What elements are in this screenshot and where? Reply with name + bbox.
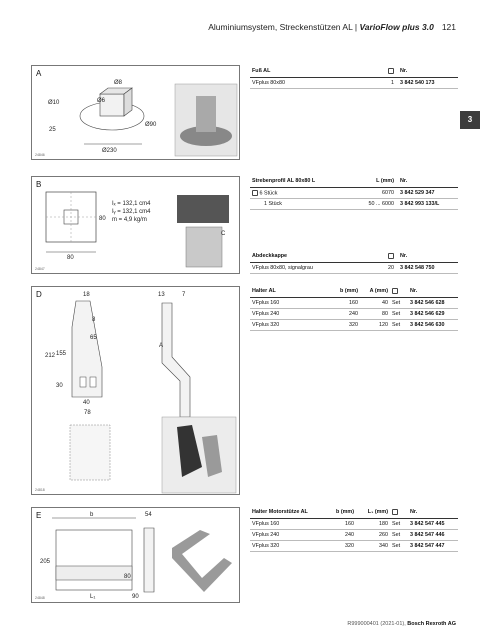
dim-w: 80 xyxy=(67,255,74,261)
dim-d4: 25 xyxy=(49,127,56,133)
table-row: 1 Stück 50 ... 6000 3 842 993 133/L xyxy=(250,199,458,210)
header-brand-suffix: plus xyxy=(402,22,420,32)
col-l: L (mm) xyxy=(351,176,396,188)
dim-18: 18 xyxy=(83,292,90,298)
profile-drawing xyxy=(32,177,241,275)
dim-d5: Ø230 xyxy=(102,148,117,154)
col-name: Halter Motorstütze AL xyxy=(250,507,326,519)
table-abdeckkappe xyxy=(250,251,458,274)
table-row: VFplus 80x80 1 3 842 540 173 xyxy=(250,78,458,89)
page-footer xyxy=(347,621,456,627)
dim-l1: L₁ xyxy=(90,594,96,600)
header-version: 3.0 xyxy=(421,22,434,32)
foot-drawing xyxy=(32,66,241,161)
panel-label-b: B xyxy=(36,180,42,189)
dim-8: 8 xyxy=(92,317,96,323)
panel-label-e: E xyxy=(36,511,42,520)
col-unit xyxy=(390,507,406,519)
dim-b: b xyxy=(90,512,94,518)
dim-78: 78 xyxy=(84,410,91,416)
panel-code-e: 24848 xyxy=(35,596,45,600)
dim-d6: Ø90 xyxy=(145,122,157,128)
col-name: Fuß AL xyxy=(250,66,376,78)
footer-company: Bosch Rexroth AG xyxy=(407,621,456,627)
table-row: VFplus 160 160 40 Set 3 842 546 628 xyxy=(250,298,458,309)
table-row: VFplus 80x80, signalgrau 20 3 842 548 750 xyxy=(250,263,458,274)
panel-label-d: D xyxy=(36,290,42,299)
dim-40: 40 xyxy=(83,400,90,406)
dim-205: 205 xyxy=(40,559,51,565)
dim-7: 7 xyxy=(182,292,186,298)
col-name: Abdeckkappe xyxy=(250,251,376,263)
dim-80: 80 xyxy=(124,574,131,580)
motor-bracket-drawing xyxy=(32,508,241,604)
panel-label-a: A xyxy=(36,69,42,78)
table-row: VFplus 320 320 340 Set 3 842 547 447 xyxy=(250,541,458,552)
figure-panel-d xyxy=(31,286,240,495)
figure-panel-a xyxy=(31,65,240,160)
table-halter xyxy=(250,286,458,331)
table-row: VFplus 320 320 120 Set 3 842 546 630 xyxy=(250,320,458,331)
col-name: Halter AL xyxy=(250,286,330,298)
col-qty xyxy=(376,251,396,263)
package-icon xyxy=(252,190,258,196)
col-b: b (mm) xyxy=(326,507,356,519)
footer-ref: R999000401 (2021-01), xyxy=(347,621,408,627)
dim-54: 54 xyxy=(145,512,152,518)
table-fuss xyxy=(250,66,458,89)
bracket-drawing xyxy=(32,287,241,496)
table-row: 6 Stück 6070 3 842 529 347 xyxy=(250,188,458,199)
col-name: Strebenprofil AL 80x80 L xyxy=(250,176,351,188)
col-nr: Nr. xyxy=(406,507,458,519)
package-icon xyxy=(388,68,394,74)
panel-code-d: 24818 xyxy=(35,488,45,492)
moment-iy: Iᵧ = 132,1 cm4 xyxy=(112,209,151,215)
col-nr: Nr. xyxy=(396,251,458,263)
table-row: VFplus 240 240 80 Set 3 842 546 629 xyxy=(250,309,458,320)
dim-d1: Ø6 xyxy=(97,98,106,104)
figure-panel-b xyxy=(31,176,240,274)
figure-panel-e xyxy=(31,507,240,603)
col-l: L₁ (mm) xyxy=(356,507,390,519)
col-nr: Nr. xyxy=(406,286,458,298)
header-brand: VarioFlow xyxy=(359,22,400,32)
col-b: b (mm) xyxy=(330,286,360,298)
panel-code-a: 24846 xyxy=(35,153,45,157)
callout-c: C xyxy=(221,231,226,237)
table-row: VFplus 160 160 180 Set 3 842 547 445 xyxy=(250,519,458,530)
package-icon xyxy=(392,288,398,294)
dim-13: 13 xyxy=(158,292,165,298)
dim-h: 80 xyxy=(99,216,106,222)
col-nr: Nr. xyxy=(396,176,458,188)
mass-per-meter: m = 4,9 kg/m xyxy=(112,217,147,223)
page-header xyxy=(208,22,456,32)
col-a: A (mm) xyxy=(360,286,390,298)
package-icon xyxy=(388,253,394,259)
col-qty xyxy=(376,66,396,78)
moment-ix: Iₓ = 132,1 cm4 xyxy=(112,201,151,207)
dim-a: A xyxy=(159,343,164,349)
dim-65: 65 xyxy=(90,335,97,341)
page-number: 121 xyxy=(441,22,456,32)
table-motorstuetze xyxy=(250,507,458,552)
chapter-tab[interactable]: 3 xyxy=(460,111,480,129)
package-icon xyxy=(392,509,398,515)
col-unit xyxy=(390,286,406,298)
table-row: VFplus 240 240 260 Set 3 842 547 446 xyxy=(250,530,458,541)
col-nr: Nr. xyxy=(396,66,458,78)
header-title: Aluminiumsystem, Streckenstützen AL | xyxy=(208,22,360,32)
dim-212: 212 xyxy=(45,353,56,359)
dim-d2: Ø8 xyxy=(114,80,123,86)
table-strebenprofil xyxy=(250,176,458,210)
dim-90: 90 xyxy=(132,594,139,600)
dim-155: 155 xyxy=(56,351,67,357)
dim-30: 30 xyxy=(56,383,63,389)
dim-d3: Ø10 xyxy=(48,100,60,106)
panel-code-b: 24847 xyxy=(35,267,45,271)
